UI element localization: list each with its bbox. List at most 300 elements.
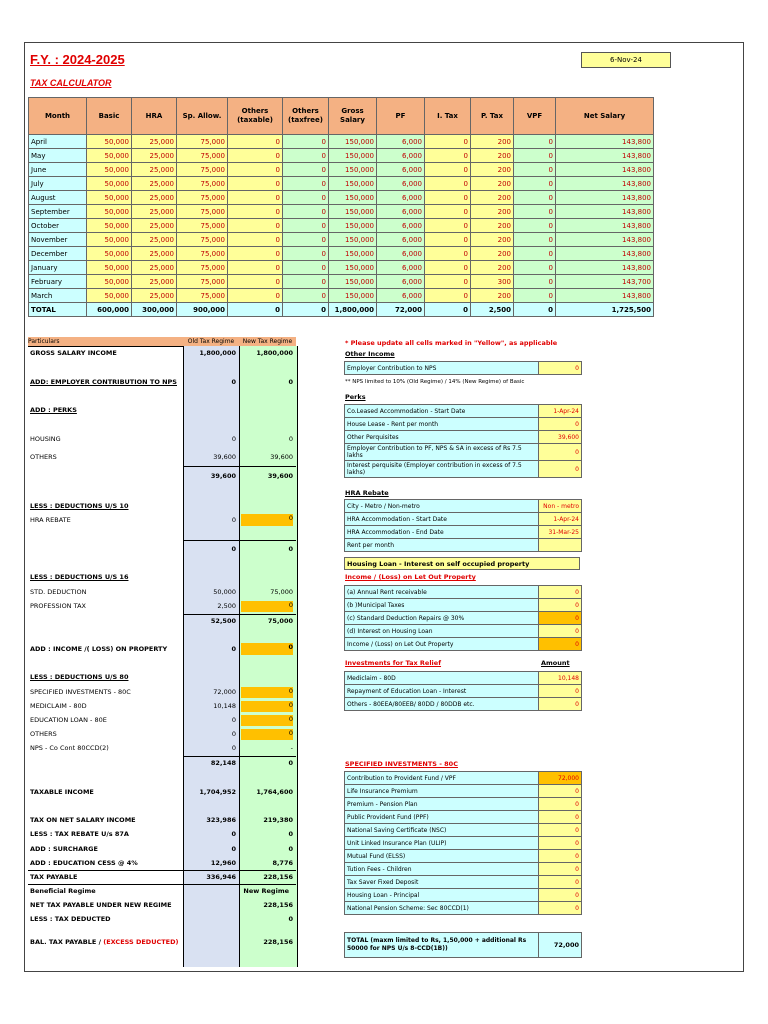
salary-cell[interactable]: 0 xyxy=(514,135,556,149)
perks_rows-row xyxy=(345,444,582,461)
salary-cell[interactable]: 75,000 xyxy=(177,191,228,205)
hra-table xyxy=(344,499,582,552)
ded16-label: LESS : DEDUCTIONS U/S 16 xyxy=(30,573,129,581)
salary-cell[interactable]: 25,000 xyxy=(132,205,177,219)
hra_rows-row xyxy=(345,513,582,526)
std-deduction-label: STD. DEDUCTION xyxy=(30,588,87,596)
salary-row xyxy=(29,247,654,261)
total-cell: 1,800,000 xyxy=(329,303,377,317)
salary-cell[interactable]: 50,000 xyxy=(87,261,132,275)
salary-cell[interactable]: 25,000 xyxy=(132,177,177,191)
salary-cell[interactable]: 0 xyxy=(228,233,283,247)
surcharge-old: 0 xyxy=(231,845,236,853)
ded10-total-old: 0 xyxy=(231,545,236,553)
spec_rows-value[interactable]: 0 xyxy=(539,850,582,863)
80c-label: SPECIFIED INVESTMENTS - 80C xyxy=(30,688,131,696)
prop-new[interactable]: 0 xyxy=(241,643,293,655)
employer-nps-input[interactable]: 0 xyxy=(539,362,582,375)
salary-cell[interactable]: 0 xyxy=(228,219,283,233)
total-cell: 0 xyxy=(425,303,471,317)
salary-cell[interactable]: 0 xyxy=(283,233,329,247)
nps-old: 0 xyxy=(231,378,236,386)
salary-cell: 6,000 xyxy=(377,149,425,163)
salary-cell[interactable]: 0 xyxy=(425,219,471,233)
salary-cell[interactable]: 0 xyxy=(283,163,329,177)
let-out-table xyxy=(344,585,582,651)
salary-cell[interactable]: 50,000 xyxy=(87,149,132,163)
total-cell: 600,000 xyxy=(87,303,132,317)
salary-cell[interactable]: 200 xyxy=(471,233,514,247)
salary-cell[interactable]: 300 xyxy=(471,275,514,289)
salary-cell[interactable]: 50,000 xyxy=(87,247,132,261)
let_rows-value[interactable]: 0 xyxy=(539,625,582,638)
salary-cell[interactable]: 75,000 xyxy=(177,205,228,219)
salary-cell[interactable]: 0 xyxy=(514,191,556,205)
spec_rows-label: Premium - Pension Plan xyxy=(345,798,539,811)
under-new-value: 228,156 xyxy=(263,901,293,909)
salary-cell[interactable]: 75,000 xyxy=(177,135,228,149)
new-regime-header: New Tax Regime xyxy=(239,337,296,347)
salary-cell[interactable]: 75,000 xyxy=(177,233,228,247)
salary-cell[interactable]: 0 xyxy=(228,191,283,205)
housing-new: 0 xyxy=(288,435,293,443)
col-header: P. Tax xyxy=(471,98,514,135)
salary-cell[interactable]: 25,000 xyxy=(132,247,177,261)
spec_rows-row xyxy=(345,798,582,811)
80c-new[interactable]: 0 xyxy=(241,687,293,698)
tax-net-label: TAX ON NET SALARY INCOME xyxy=(30,816,136,824)
80ccd-new: - xyxy=(290,744,293,752)
salary-cell: 150,000 xyxy=(329,289,377,303)
col-header: Month xyxy=(29,98,87,135)
salary-row xyxy=(29,135,654,149)
specified-investments-heading: SPECIFIED INVESTMENTS - 80C xyxy=(345,760,458,768)
salary-cell: 150,000 xyxy=(329,135,377,149)
let_rows-row xyxy=(345,638,582,651)
spec_rows-row xyxy=(345,772,582,785)
salary-cell[interactable]: 75,000 xyxy=(177,163,228,177)
pt-old: 2,500 xyxy=(217,602,236,610)
salary-cell[interactable]: 0 xyxy=(228,205,283,219)
salary-cell[interactable]: 0 xyxy=(514,233,556,247)
month-cell: February xyxy=(29,275,87,289)
salary-cell[interactable]: 75,000 xyxy=(177,247,228,261)
spec_rows-value[interactable]: 0 xyxy=(539,811,582,824)
perks_rows-row xyxy=(345,461,582,478)
inv_rows-label: Repayment of Education Loan - Interest xyxy=(345,685,539,698)
salary-cell[interactable]: 200 xyxy=(471,247,514,261)
80e-old: 0 xyxy=(231,716,236,724)
salary-cell[interactable]: 0 xyxy=(514,275,556,289)
salary-cell[interactable]: 25,000 xyxy=(132,163,177,177)
month-cell: March xyxy=(29,289,87,303)
salary-cell[interactable]: 0 xyxy=(228,247,283,261)
total-80c-label: TOTAL (maxm limited to Rs, 1,50,000 + additional Rs 50000 for NPS U/s 8-CCD(1B)) xyxy=(345,933,539,958)
salary-cell: 150,000 xyxy=(329,247,377,261)
let_rows-value[interactable]: 0 xyxy=(539,638,582,651)
let_rows-label: Income / (Loss) on Let Out Property xyxy=(345,638,539,651)
perks_rows-label: Co.Leased Accommodation - Start Date xyxy=(345,405,539,418)
salary-cell[interactable]: 75,000 xyxy=(177,219,228,233)
salary-cell[interactable]: 0 xyxy=(283,289,329,303)
gross-salary-label: GROSS SALARY INCOME xyxy=(30,349,117,357)
salary-cell[interactable]: 75,000 xyxy=(177,261,228,275)
salary-cell[interactable]: 200 xyxy=(471,289,514,303)
hra-rebate-heading: HRA Rebate xyxy=(345,489,389,497)
salary-cell[interactable]: 50,000 xyxy=(87,219,132,233)
tax-calculator-subtitle: TAX CALCULATOR xyxy=(30,78,112,88)
other-income-heading: Other Income xyxy=(345,350,395,358)
salary-cell[interactable]: 0 xyxy=(425,191,471,205)
let_rows-value[interactable]: 0 xyxy=(539,586,582,599)
salary-cell[interactable]: 200 xyxy=(471,163,514,177)
spec_rows-value[interactable]: 0 xyxy=(539,824,582,837)
salary-cell[interactable]: 200 xyxy=(471,135,514,149)
salary-cell: 6,000 xyxy=(377,205,425,219)
salary-cell: 143,800 xyxy=(556,219,654,233)
salary-cell[interactable]: 75,000 xyxy=(177,149,228,163)
perks_rows-value[interactable]: 0 xyxy=(539,461,582,478)
ded80-label: LESS : DEDUCTIONS U/S 80 xyxy=(30,673,129,681)
balance-value: 228,156 xyxy=(263,938,293,946)
salary-cell[interactable]: 0 xyxy=(514,219,556,233)
spec_rows-label: National Saving Certificate (NSC) xyxy=(345,824,539,837)
total-row xyxy=(29,303,654,317)
others-new: 39,600 xyxy=(270,453,293,461)
total-cell: 2,500 xyxy=(471,303,514,317)
ded10-label: LESS : DEDUCTIONS U/S 10 xyxy=(30,502,129,510)
perks_rows-value[interactable]: 1-Apr-24 xyxy=(539,405,582,418)
housing-label: HOUSING xyxy=(30,435,61,443)
hra_rows-row xyxy=(345,500,582,513)
col-header: Others (taxable) xyxy=(228,98,283,135)
salary-cell[interactable]: 0 xyxy=(514,261,556,275)
col-header: Sp. Allow. xyxy=(177,98,228,135)
taxable-income-label: TAXABLE INCOME xyxy=(30,788,94,796)
80d-old: 10,148 xyxy=(213,702,236,710)
nps-new: 0 xyxy=(288,378,293,386)
balance-label-red: (EXCESS DEDUCTED) xyxy=(103,938,179,946)
salary-table xyxy=(28,97,654,317)
let_rows-label: (b )Municipal Taxes xyxy=(345,599,539,612)
let_rows-label: (a) Annual Rent receivable xyxy=(345,586,539,599)
salary-cell: 150,000 xyxy=(329,163,377,177)
salary-cell[interactable]: 50,000 xyxy=(87,275,132,289)
ded80-total-old: 82,148 xyxy=(210,759,236,767)
total-cell: 1,725,500 xyxy=(556,303,654,317)
date-cell[interactable]: 6-Nov-24 xyxy=(581,52,671,68)
hra_rows-row xyxy=(345,526,582,539)
spec_rows-label: Mutual Fund (ELSS) xyxy=(345,850,539,863)
salary-row xyxy=(29,289,654,303)
cess-old: 12,960 xyxy=(210,859,236,867)
salary-cell: 143,800 xyxy=(556,247,654,261)
salary-cell[interactable]: 0 xyxy=(425,135,471,149)
total-cell: TOTAL xyxy=(29,303,87,317)
total-cell: 0 xyxy=(228,303,283,317)
salary-cell[interactable]: 0 xyxy=(283,135,329,149)
salary-cell[interactable]: 0 xyxy=(283,149,329,163)
spec_rows-label: Contribution to Provident Fund / VPF xyxy=(345,772,539,785)
hra-old: 0 xyxy=(231,516,236,524)
col-header: VPF xyxy=(514,98,556,135)
salary-cell: 6,000 xyxy=(377,247,425,261)
salary-cell[interactable]: 0 xyxy=(425,233,471,247)
hra_rows-value[interactable]: Non - metro xyxy=(539,500,582,513)
perks_rows-value[interactable]: 0 xyxy=(539,444,582,461)
hra-rebate-label: HRA REBATE xyxy=(30,516,71,524)
salary-cell[interactable]: 0 xyxy=(283,177,329,191)
salary-cell: 6,000 xyxy=(377,191,425,205)
salary-cell: 150,000 xyxy=(329,261,377,275)
salary-cell[interactable]: 50,000 xyxy=(87,191,132,205)
inv_rows-row xyxy=(345,685,582,698)
80c-old: 72,000 xyxy=(213,688,236,696)
salary-cell[interactable]: 50,000 xyxy=(87,233,132,247)
housing-old: 0 xyxy=(231,435,236,443)
salary-cell[interactable]: 0 xyxy=(228,163,283,177)
salary-cell[interactable]: 50,000 xyxy=(87,177,132,191)
month-cell: April xyxy=(29,135,87,149)
spec_rows-label: Life Insurance Premium xyxy=(345,785,539,798)
salary-cell[interactable]: 0 xyxy=(283,275,329,289)
ded16-total-old: 52,500 xyxy=(210,617,236,625)
salary-cell: 143,800 xyxy=(556,191,654,205)
fiscal-year-title: F.Y. : 2024-2025 xyxy=(30,52,125,67)
total-cell: 72,000 xyxy=(377,303,425,317)
salary-header-row xyxy=(29,98,654,135)
salary-cell: 143,800 xyxy=(556,149,654,163)
spec_rows-row xyxy=(345,863,582,876)
hra_rows-label: City - Metro / Non-metro xyxy=(345,500,539,513)
salary-cell[interactable]: 0 xyxy=(228,275,283,289)
salary-cell[interactable]: 0 xyxy=(514,177,556,191)
total-cell: 0 xyxy=(514,303,556,317)
employer-nps-label: ADD: EMPLOYER CONTRIBUTION TO NPS xyxy=(30,378,177,386)
total-cell: 900,000 xyxy=(177,303,228,317)
salary-cell[interactable]: 75,000 xyxy=(177,289,228,303)
hra_rows-label: HRA Accommodation - End Date xyxy=(345,526,539,539)
salary-cell[interactable]: 200 xyxy=(471,205,514,219)
spec_rows-row xyxy=(345,876,582,889)
spec_rows-value[interactable]: 0 xyxy=(539,837,582,850)
spec_rows-value[interactable]: 0 xyxy=(539,876,582,889)
hra_rows-value[interactable]: 1-Apr-24 xyxy=(539,513,582,526)
gross-new: 1,800,000 xyxy=(256,349,293,357)
let-out-heading: Income / (Loss) on Let Out Property xyxy=(345,573,476,581)
hra_rows-value[interactable] xyxy=(539,539,582,552)
divider xyxy=(28,870,296,871)
let_rows-row xyxy=(345,612,582,625)
salary-cell[interactable]: 25,000 xyxy=(132,233,177,247)
divider xyxy=(28,884,296,885)
salary-cell: 143,800 xyxy=(556,163,654,177)
perks_rows-value[interactable]: 0 xyxy=(539,418,582,431)
salary-row xyxy=(29,205,654,219)
inv_rows-label: Others - 80EEA/80EEB/ 80DD / 80DDB etc. xyxy=(345,698,539,711)
payable-old: 336,946 xyxy=(206,873,236,881)
let_rows-value[interactable]: 0 xyxy=(539,599,582,612)
investments-heading: Investments for Tax Relief xyxy=(345,659,442,667)
80e-new[interactable]: 0 xyxy=(241,715,293,726)
inv_rows-row xyxy=(345,698,582,711)
surcharge-label: ADD : SURCHARGE xyxy=(30,845,98,853)
salary-cell[interactable]: 0 xyxy=(228,135,283,149)
salary-cell[interactable]: 0 xyxy=(425,177,471,191)
salary-cell[interactable]: 0 xyxy=(228,149,283,163)
perks_rows-row xyxy=(345,431,582,444)
salary-cell[interactable]: 0 xyxy=(514,149,556,163)
property-income-label: ADD : INCOME /( LOSS) ON PROPERTY xyxy=(30,645,168,653)
salary-cell: 143,800 xyxy=(556,177,654,191)
salary-cell[interactable]: 25,000 xyxy=(132,275,177,289)
salary-cell: 150,000 xyxy=(329,275,377,289)
salary-cell[interactable]: 0 xyxy=(425,261,471,275)
salary-cell[interactable]: 0 xyxy=(283,191,329,205)
salary-cell[interactable]: 0 xyxy=(514,205,556,219)
hra_rows-value[interactable]: 31-Mar-25 xyxy=(539,526,582,539)
ded80-total-new: 0 xyxy=(288,759,293,767)
salary-cell[interactable]: 50,000 xyxy=(87,163,132,177)
salary-cell: 6,000 xyxy=(377,275,425,289)
salary-cell: 6,000 xyxy=(377,261,425,275)
perks-table xyxy=(344,404,582,478)
salary-cell: 143,800 xyxy=(556,135,654,149)
80ccd-old: 0 xyxy=(231,744,236,752)
salary-cell[interactable]: 0 xyxy=(228,289,283,303)
salary-cell[interactable]: 75,000 xyxy=(177,275,228,289)
salary-cell[interactable]: 0 xyxy=(425,149,471,163)
perks_rows-label: Employer Contribution to PF, NPS & SA in excess of Rs 7.5 lakhs xyxy=(345,444,539,461)
spec_rows-value[interactable]: 0 xyxy=(539,902,582,915)
spec_rows-value[interactable]: 0 xyxy=(539,785,582,798)
spec_rows-value[interactable]: 0 xyxy=(539,798,582,811)
rebate-label: LESS : TAX REBATE U/s 87A xyxy=(30,830,129,838)
inv_rows-row xyxy=(345,672,582,685)
inv_rows-value[interactable]: 0 xyxy=(539,698,582,711)
salary-cell[interactable]: 25,000 xyxy=(132,289,177,303)
salary-cell: 6,000 xyxy=(377,135,425,149)
salary-cell[interactable]: 0 xyxy=(228,261,283,275)
salary-cell[interactable]: 0 xyxy=(425,163,471,177)
salary-cell: 143,800 xyxy=(556,205,654,219)
salary-cell[interactable]: 0 xyxy=(425,289,471,303)
pt-new[interactable]: 0 xyxy=(241,601,293,612)
month-cell: January xyxy=(29,261,87,275)
cess-new: 8,776 xyxy=(272,859,293,867)
beneficial-regime-label: Beneficial Regime xyxy=(30,887,96,895)
cess-label: ADD : EDUCATION CESS @ 4% xyxy=(30,859,138,867)
salary-cell[interactable]: 50,000 xyxy=(87,135,132,149)
tax-deducted-label: LESS : TAX DEDUCTED xyxy=(30,915,111,923)
spec_rows-label: Unit Linked Insurance Plan (ULIP) xyxy=(345,837,539,850)
others80-new[interactable]: 0 xyxy=(241,729,293,740)
salary-cell[interactable]: 25,000 xyxy=(132,135,177,149)
col-header: Others (taxfree) xyxy=(283,98,329,135)
inv_rows-label: Mediclaim - 80D xyxy=(345,672,539,685)
salary-cell: 6,000 xyxy=(377,177,425,191)
let_rows-row xyxy=(345,599,582,612)
prop-old: 0 xyxy=(231,645,236,653)
spec_rows-row xyxy=(345,824,582,837)
salary-cell[interactable]: 25,000 xyxy=(132,261,177,275)
spec_rows-label: Tution Fees - Children xyxy=(345,863,539,876)
spec_rows-label: National Pension Scheme: Sec 80CCD(1) xyxy=(345,902,539,915)
salary-cell[interactable]: 25,000 xyxy=(132,191,177,205)
spec_rows-value[interactable]: 0 xyxy=(539,889,582,902)
salary-cell[interactable]: 0 xyxy=(228,177,283,191)
col-header: Net Salary xyxy=(556,98,654,135)
salary-cell[interactable]: 200 xyxy=(471,261,514,275)
salary-cell[interactable]: 50,000 xyxy=(87,289,132,303)
salary-cell[interactable]: 0 xyxy=(514,163,556,177)
under-new-label: NET TAX PAYABLE UNDER NEW REGIME xyxy=(30,901,172,909)
update-note: * Please update all cells marked in "Yellow", as applicable xyxy=(345,339,558,347)
col-header: PF xyxy=(377,98,425,135)
salary-cell: 143,800 xyxy=(556,261,654,275)
rebate-new: 0 xyxy=(288,830,293,838)
perks-heading: Perks xyxy=(345,393,366,401)
spec_rows-value[interactable]: 0 xyxy=(539,863,582,876)
salary-cell[interactable]: 0 xyxy=(425,247,471,261)
housing-loan-row[interactable]: Housing Loan - Interest on self occupied property xyxy=(344,557,580,570)
hra_rows-label: Rent per month xyxy=(345,539,539,552)
salary-cell[interactable]: 0 xyxy=(425,275,471,289)
salary-cell[interactable]: 200 xyxy=(471,149,514,163)
salary-cell[interactable]: 0 xyxy=(283,219,329,233)
salary-cell[interactable]: 200 xyxy=(471,219,514,233)
salary-row xyxy=(29,177,654,191)
spec_rows-row xyxy=(345,902,582,915)
spec_rows-value[interactable]: 72,000 xyxy=(539,772,582,785)
salary-cell[interactable]: 200 xyxy=(471,191,514,205)
month-cell: June xyxy=(29,163,87,177)
salary-cell[interactable]: 0 xyxy=(425,205,471,219)
salary-cell[interactable]: 25,000 xyxy=(132,149,177,163)
80d-new[interactable]: 0 xyxy=(241,701,293,712)
salary-row xyxy=(29,149,654,163)
taxnet-old: 323,986 xyxy=(206,816,236,824)
let_rows-row xyxy=(345,625,582,638)
std-old: 50,000 xyxy=(213,588,236,596)
salary-cell[interactable]: 0 xyxy=(283,205,329,219)
salary-row xyxy=(29,275,654,289)
salary-cell[interactable]: 25,000 xyxy=(132,219,177,233)
hra-new[interactable]: 0 xyxy=(241,514,293,526)
profession-tax-label: PROFESSION TAX xyxy=(30,602,86,610)
salary-cell[interactable]: 0 xyxy=(283,261,329,275)
salary-cell[interactable]: 75,000 xyxy=(177,177,228,191)
let_rows-value[interactable]: 0 xyxy=(539,612,582,625)
perks_rows-value[interactable]: 39,600 xyxy=(539,431,582,444)
salary-cell[interactable]: 50,000 xyxy=(87,205,132,219)
inv_rows-value[interactable]: 10,148 xyxy=(539,672,582,685)
salary-cell[interactable]: 0 xyxy=(514,247,556,261)
total-80c-value: 72,000 xyxy=(539,933,582,958)
perks-total-old: 39,600 xyxy=(210,472,236,480)
salary-cell: 150,000 xyxy=(329,233,377,247)
other-income-table xyxy=(344,361,582,375)
salary-cell[interactable]: 0 xyxy=(283,247,329,261)
spec_rows-label: Tax Saver Fixed Deposit xyxy=(345,876,539,889)
col-header: Basic xyxy=(87,98,132,135)
salary-cell[interactable]: 200 xyxy=(471,177,514,191)
salary-cell[interactable]: 0 xyxy=(514,289,556,303)
let_rows-label: (c) Standard Deduction Repairs @ 30% xyxy=(345,612,539,625)
inv_rows-value[interactable]: 0 xyxy=(539,685,582,698)
others-old: 39,600 xyxy=(213,453,236,461)
spec_rows-row xyxy=(345,850,582,863)
